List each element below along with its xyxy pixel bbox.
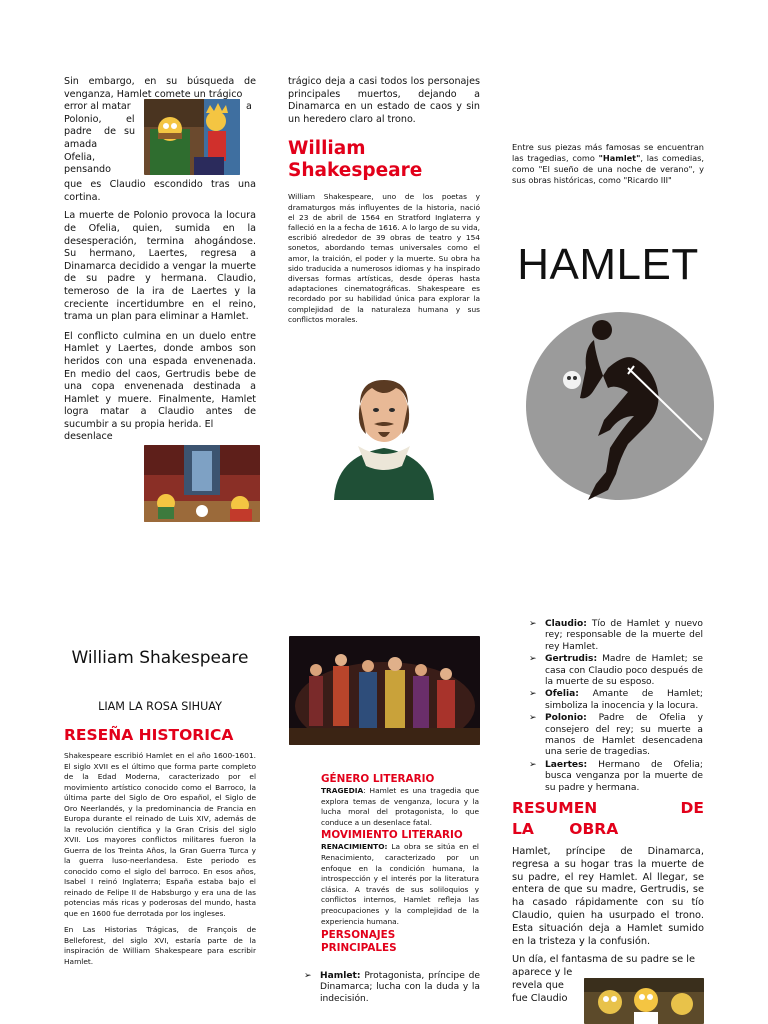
summary-wrap-line: fue Claudio bbox=[512, 992, 568, 1004]
col1-wrap-word: su bbox=[124, 126, 136, 138]
mid-column bbox=[321, 773, 479, 955]
col1-wrap-word: el bbox=[126, 113, 135, 125]
col3-intro-hamlet: "Hamlet" bbox=[598, 153, 641, 163]
shakespeare-heading: William Shakespeare bbox=[288, 138, 423, 182]
characters-list-right bbox=[529, 619, 703, 795]
hamlet-stage-photo bbox=[289, 636, 480, 745]
simpsons-ghost-image bbox=[584, 978, 704, 1024]
col2 bbox=[288, 76, 480, 325]
summary-heading: RESUMEN DE LA OBRA bbox=[512, 799, 704, 838]
characters-list-mid bbox=[304, 971, 480, 1006]
genre-text: TRAGEDIA: Hamlet es una tragedia que explora temas de venganza, locura y la lucha moral del protagonista, lo que conduce a un desenlace fatal. bbox=[321, 786, 479, 827]
col1-paragraph-3b: desenlace bbox=[64, 431, 113, 443]
shakespeare-bio: William Shakespeare, uno de los poetas y dramaturgos más influyentes de la historia, nació el 23 de abril de 1564 en Stratford Inglaterra y falleció en la a fecha de 1616. A lo largo de su vida, escribió alrededor de 39 obras de teatro y 154 sonetos, abordando temas universales como el amor, la traición, el poder y la muerte. Su obra ha sido traducida a numerosos idiomas y ha inspirado diversas formas artísticas, desde óperas hasta adaptaciones cinematográficas. Shakespeare es recordado por su habilidad única para explorar la complejidad de la naturaleza humana y sus conflictos morales. bbox=[288, 192, 480, 324]
character-item: ➢ Claudio: Tío de Hamlet y nuevo rey; responsable de la muerte del rey Hamlet. bbox=[529, 619, 703, 652]
bullet-arrow-icon: ➢ bbox=[529, 713, 537, 724]
bullet-arrow-icon: ➢ bbox=[529, 654, 537, 665]
shakespeare-portrait bbox=[330, 374, 438, 500]
bullet-arrow-icon: ➢ bbox=[529, 619, 537, 629]
col1-wrap-block bbox=[64, 101, 256, 179]
col1-paragraph-1a: Sin embargo, en su búsqueda de venganza, Hamlet comete un trágico bbox=[64, 76, 256, 100]
col1-wrap-line: error al matar bbox=[64, 101, 131, 113]
col3-intro bbox=[512, 142, 704, 186]
resena-paragraph-1: Shakespeare escribió Hamlet en el año 1600-1601. El siglo XVII es el último que forma parte completo de la Edad Moderna, caracterizado por el movimiento artístico conocido como el Barroco, la última parte del Siglo de Oro español, el Siglo de Oro Neerlandés, y la predominancia de Francia en Europa durante el reinado de Luis XIV, además de la revolución científica y la Gran Crisis del siglo XVII. Los mayores conflictos militares fueron la Guerra de los Treinta Años, la Gran Guerra Turca y la guerra luso-neerlandesa. Este periodo es conocido como el siglo del barroco. En esos años, Isabel I reinó Inglaterra; España estaba bajo el reinado de Felipe II de Habsburgo y era una de las potencias más ricas y poderosas del mundo, hasta que en 1600 fue derrotada por los ingleses. bbox=[64, 751, 256, 918]
col3-intro-b: , las comedias, como "El sueño de una noche de verano", y sus obras históricas, como "Ricardo III" bbox=[512, 153, 704, 185]
genre-heading: GÉNERO LITERARIO bbox=[321, 773, 435, 785]
summary-paragraph-2: Un día, el fantasma de su padre se le bbox=[512, 954, 695, 966]
col1 bbox=[64, 76, 256, 444]
cover-author: William Shakespeare bbox=[71, 648, 249, 668]
resena-heading: RESEÑA HISTORICA bbox=[64, 726, 234, 744]
character-item: ➢ Gertrudis: Madre de Hamlet; se casa con Claudio poco después de la muerte de su esposo. bbox=[529, 654, 703, 688]
hamlet-silhouette-image bbox=[524, 308, 716, 504]
movement-heading: MOVIMIENTO LITERARIO bbox=[321, 829, 463, 842]
summary-wrap-line: aparece y le bbox=[512, 967, 573, 979]
col1-wrap-line: padre bbox=[64, 126, 92, 138]
bullet-arrow-icon: ➢ bbox=[304, 971, 312, 981]
simpsons-polonius-image bbox=[144, 99, 240, 175]
character-item: ➢ Ofelia: Amante de Hamlet; simboliza la inocencia y la locura. bbox=[529, 689, 703, 711]
character-item: ➢ Hamlet: Protagonista, príncipe de Dinamarca; lucha con la duda y la indecisión. bbox=[304, 971, 480, 1004]
col2-paragraph-1: trágico deja a casi todos los personajes principales muertos, dejando a Dinamarca en un estado de caos y sin un heredero claro al trono. bbox=[288, 76, 480, 125]
hamlet-title: HAMLET bbox=[517, 240, 699, 289]
col1-wrap-line: pensando bbox=[64, 164, 111, 176]
resena-paragraph-2: En Las Historias Trágicas, de François de Belleforest, del siglo XVI, estaría parte de la inspiración de William Shakespeare para escribir Hamlet. bbox=[64, 925, 256, 966]
col1-wrap-line: Ofelia, bbox=[64, 151, 96, 163]
movement-text: RENACIMIENTO: La obra se sitúa en el Renacimiento, caracterizado por un enfoque en la condición humana, la introspección y el interés por la literatura clásica. A través de sus soliloquios y conflictos internos, Hamlet refleja las preocupaciones y la complejidad de la experiencia humana. bbox=[321, 842, 479, 926]
characters-heading: PERSONAJES PRINCIPALES bbox=[321, 929, 397, 955]
col1-paragraph-1b: que es Claudio escondido tras una cortina. bbox=[64, 179, 256, 203]
col1-wrap-line: Polonio, bbox=[64, 113, 102, 125]
col1-paragraph-3: El conflicto culmina en un duelo entre Hamlet y Laertes, donde ambos son heridos con una espada envenenada. En medio del caos, Gertrudis bebe de una copa envenenada destinada a Hamlet y muere. Finalmente, Hamlet logra matar a Claudio antes de sucumbir a su propia herida. El bbox=[64, 330, 256, 430]
summary-paragraph-1: Hamlet, príncipe de Dinamarca, regresa a su hogar tras la muerte de su padre, el rey Hamlet. Al llegar, se entera de que su madre, Gertrudis, se ha casado rápidamente con su tío Claudio, quien ha usurpado el trono. Esta situación deja a Hamlet sumido en la tristeza y la confusión. bbox=[512, 846, 704, 947]
col1-wrap-line: amada bbox=[64, 138, 98, 150]
bullet-arrow-icon: ➢ bbox=[529, 759, 537, 770]
character-item: ➢ Polonio: Padre de Ofelia y consejero del rey; su muerte a manos de Hamlet desencadena una serie de tragedias. bbox=[529, 713, 703, 758]
simpsons-duel-image bbox=[144, 445, 260, 522]
col1-wrap-word: de bbox=[104, 126, 116, 138]
character-item: ➢ Laertes: Hermano de Ofelia; busca venganza por la muerte de su padre y hermana. bbox=[529, 759, 703, 793]
summary-wrap-line: revela que bbox=[512, 979, 564, 991]
col1-paragraph-2: La muerte de Polonio provoca la locura de Ofelia, quien, sumida en la desesperación, termina ahogándose. Su hermano, Laertes, regresa a Dinamarca decidido a vengar la muerte de su padre y hermana. Claudio, temeroso de la ira de Laertes y la creciente incertidumbre en el reino, trama un plan para eliminar a Hamlet. bbox=[64, 210, 256, 323]
bullet-arrow-icon: ➢ bbox=[529, 689, 537, 700]
cover-student: LIAM LA ROSA SIHUAY bbox=[98, 700, 222, 713]
col3-intro-a: Entre sus piezas más famosas se encuentran las tragedias, como bbox=[512, 142, 704, 163]
cover-section bbox=[64, 725, 256, 967]
col1-wrap-word: a bbox=[246, 101, 252, 113]
